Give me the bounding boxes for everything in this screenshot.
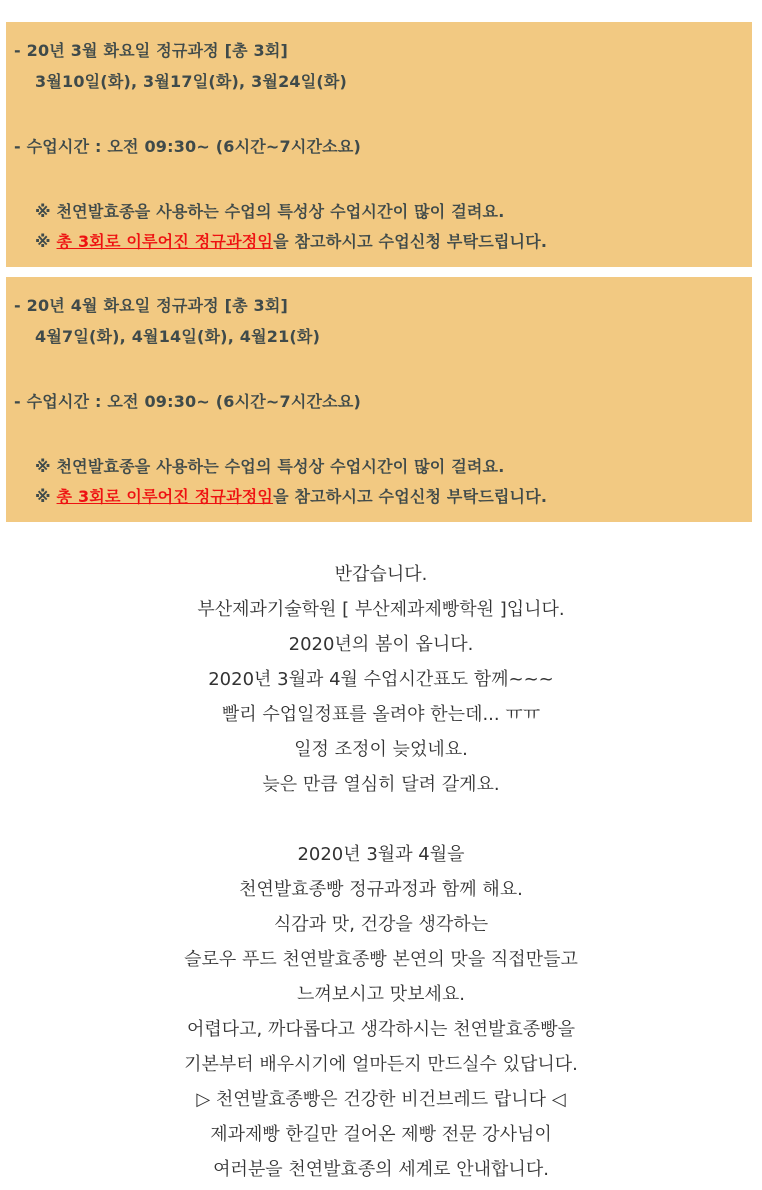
intro-line: 2020년의 봄이 옵니다. xyxy=(288,634,474,655)
march-title: - 20년 3월 화요일 정규과정 [총 3회] xyxy=(14,41,289,60)
march-note-highlight: 총 3회로 이루어진 정규과정임 xyxy=(56,232,274,251)
intro-line: 2020년 3월과 4월을 xyxy=(297,844,465,865)
intro-line: 제과제빵 한길만 걸어온 제빵 전문 강사님이 xyxy=(210,1124,552,1145)
april-note-prefix: ※ xyxy=(35,487,57,506)
april-class-time: - 수업시간 : 오전 09:30~ (6시간~7시간소요) xyxy=(14,392,361,411)
intro-line: 식감과 맛, 건강을 생각하는 xyxy=(273,914,489,935)
april-note-regular xyxy=(35,484,547,507)
intro-line: 일정 조정이 늦었네요. xyxy=(294,739,468,760)
march-schedule-box xyxy=(6,22,752,267)
march-note-regular xyxy=(35,229,547,252)
intro-line: 늦은 만큼 열심히 달려 갈게요. xyxy=(262,774,500,795)
march-note-duration: ※ 천연발효종을 사용하는 수업의 특성상 수업시간이 많이 걸려요. xyxy=(35,202,505,221)
march-note-prefix: ※ xyxy=(35,232,57,251)
intro-line: 여러분을 천연발효종의 세계로 안내합니다. xyxy=(213,1159,549,1180)
intro-line: 빨리 수업일정표를 올려야 한는데... ㅠㅠ xyxy=(221,704,541,725)
intro-line: 부산제과기술학원 [ 부산제과제빵학원 ]입니다. xyxy=(197,599,565,620)
april-note-duration: ※ 천연발효종을 사용하는 수업의 특성상 수업시간이 많이 걸려요. xyxy=(35,457,505,476)
april-note-suffix: 을 참고하시고 수업신청 부탁드립니다. xyxy=(273,487,548,506)
intro-line: 슬로우 푸드 천연발효종빵 본연의 맛을 직접만들고 xyxy=(184,949,578,970)
intro-line: 기본부터 배우시기에 얼마든지 만드실수 있답니다. xyxy=(184,1054,578,1075)
intro-line: 느껴보시고 맛보세요. xyxy=(297,984,465,1005)
intro-line: 2020년 3월과 4월 수업시간표도 함께~~~ xyxy=(208,669,554,690)
intro-line: ▷ 천연발효종빵은 건강한 비건브레드 랍니다 ◁ xyxy=(196,1089,566,1110)
april-note-highlight: 총 3회로 이루어진 정규과정임 xyxy=(56,487,274,506)
intro-line: 천연발효종빵 정규과정과 함께 해요. xyxy=(239,879,523,900)
march-class-time: - 수업시간 : 오전 09:30~ (6시간~7시간소요) xyxy=(14,137,361,156)
march-note-suffix: 을 참고하시고 수업신청 부탁드립니다. xyxy=(273,232,548,251)
april-schedule-box xyxy=(6,277,752,522)
march-dates: 3월10일(화), 3월17일(화), 3월24일(화) xyxy=(35,72,348,91)
april-title: - 20년 4월 화요일 정규과정 [총 3회] xyxy=(14,296,289,315)
intro-line: 어렵다고, 까다롭다고 생각하시는 천연발효종빵을 xyxy=(186,1019,576,1040)
intro-line: 반갑습니다. xyxy=(334,564,428,585)
april-dates: 4월7일(화), 4월14일(화), 4월21(화) xyxy=(35,327,321,346)
